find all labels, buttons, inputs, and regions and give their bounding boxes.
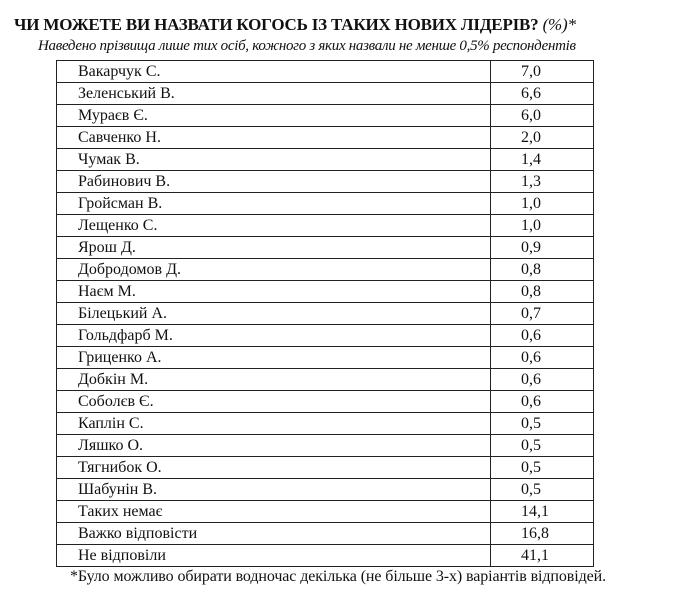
row-name: Соболєв Є. — [57, 391, 491, 413]
table-row — [57, 105, 594, 127]
table-row — [57, 325, 594, 347]
row-name: Гриценко А. — [57, 347, 491, 369]
row-value: 0,6 — [491, 391, 594, 413]
row-value: 1,0 — [491, 215, 594, 237]
row-value: 0,7 — [491, 303, 594, 325]
table-row — [57, 347, 594, 369]
table-row — [57, 391, 594, 413]
row-name: Ляшко О. — [57, 435, 491, 457]
table-row — [57, 193, 594, 215]
table-row — [57, 523, 594, 545]
row-value: 0,9 — [491, 237, 594, 259]
row-value: 0,5 — [491, 435, 594, 457]
title-suffix: (%)* — [542, 15, 576, 34]
page-subtitle: Наведено прізвища лише тих осіб, кожного з яких назвали не менше 0,5% респондентів — [38, 38, 576, 54]
row-name: Чумак В. — [57, 149, 491, 171]
table-row — [57, 369, 594, 391]
row-name: Шабунін В. — [57, 479, 491, 501]
row-name: Мураєв Є. — [57, 105, 491, 127]
row-name: Добкін М. — [57, 369, 491, 391]
row-value: 0,8 — [491, 259, 594, 281]
table-row — [57, 457, 594, 479]
row-name: Гройсман В. — [57, 193, 491, 215]
page-title — [14, 15, 576, 35]
row-name: Каплін С. — [57, 413, 491, 435]
row-value: 1,3 — [491, 171, 594, 193]
row-value: 0,6 — [491, 369, 594, 391]
row-value: 7,0 — [491, 61, 594, 83]
row-name: Важко відповісти — [57, 523, 491, 545]
table-row — [57, 259, 594, 281]
row-name: Рабинович В. — [57, 171, 491, 193]
row-name: Білецький А. — [57, 303, 491, 325]
row-value: 0,5 — [491, 479, 594, 501]
row-value: 41,1 — [491, 545, 594, 567]
row-value: 1,4 — [491, 149, 594, 171]
table-row — [57, 61, 594, 83]
row-name: Наєм М. — [57, 281, 491, 303]
row-value: 14,1 — [491, 501, 594, 523]
footnote: *Було можливо обирати водночас декілька (не більше 3-х) варіантів відповідей. — [70, 568, 606, 585]
row-name: Добродомов Д. — [57, 259, 491, 281]
row-value: 16,8 — [491, 523, 594, 545]
row-value: 6,6 — [491, 83, 594, 105]
row-value: 0,6 — [491, 347, 594, 369]
row-name: Гольдфарб М. — [57, 325, 491, 347]
row-value: 0,8 — [491, 281, 594, 303]
row-name: Не відповіли — [57, 545, 491, 567]
table-row — [57, 171, 594, 193]
table-row — [57, 281, 594, 303]
row-value: 0,5 — [491, 413, 594, 435]
table-row — [57, 435, 594, 457]
row-name: Ярош Д. — [57, 237, 491, 259]
table-row — [57, 127, 594, 149]
table-row — [57, 413, 594, 435]
row-value: 0,5 — [491, 457, 594, 479]
table-row — [57, 237, 594, 259]
row-name: Таких немає — [57, 501, 491, 523]
table-row — [57, 149, 594, 171]
row-value: 1,0 — [491, 193, 594, 215]
row-value: 6,0 — [491, 105, 594, 127]
row-value: 2,0 — [491, 127, 594, 149]
row-name: Вакарчук С. — [57, 61, 491, 83]
row-name: Тягнибок О. — [57, 457, 491, 479]
table-row — [57, 479, 594, 501]
row-name: Савченко Н. — [57, 127, 491, 149]
row-name: Зеленський В. — [57, 83, 491, 105]
table-row — [57, 545, 594, 567]
table-row — [57, 215, 594, 237]
row-name: Лещенко С. — [57, 215, 491, 237]
results-table — [56, 60, 594, 567]
table-row — [57, 83, 594, 105]
table-row — [57, 501, 594, 523]
table-row — [57, 303, 594, 325]
title-text: ЧИ МОЖЕТЕ ВИ НАЗВАТИ КОГОСЬ ІЗ ТАКИХ НОВИХ ЛІДЕРІВ? — [14, 15, 539, 34]
row-value: 0,6 — [491, 325, 594, 347]
